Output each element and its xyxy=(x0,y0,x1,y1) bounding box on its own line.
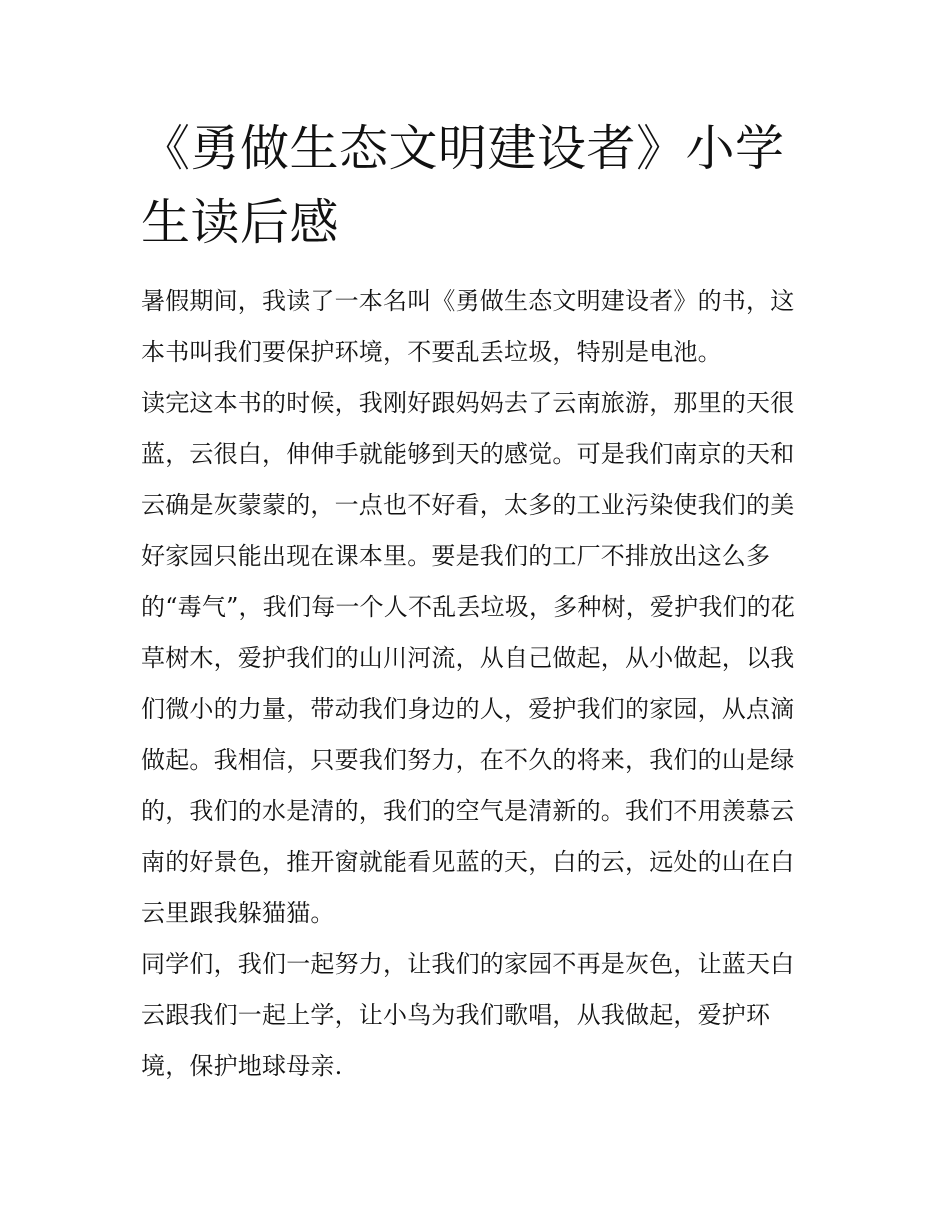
paragraph-1: 暑假期间，我读了一本名叫《勇做生态文明建设者》的书，这本书叫我们要保护环境，不要乱丢垃圾，特别是电池。 xyxy=(141,287,795,366)
document-body xyxy=(141,276,821,1092)
paragraph-2: 读完这本书的时候，我刚好跟妈妈去了云南旅游，那里的天很蓝，云很白，伸伸手就能够到天的感觉。可是我们南京的天和云确是灰蒙蒙的，一点也不好看，太多的工业污染使我们的美好家园只能出现在课本里。要是我们的工厂不排放出这么多的“毒气”，我们每一个人不乱丢垃圾，多种树，爱护我们的花草树木，爱护我们的山川河流，从自己做起，从小做起，以我们微小的力量，带动我们身边的人，爱护我们的家园，从点滴做起。我相信，只要我们努力，在不久的将来，我们的山是绿的，我们的水是清的，我们的空气是清新的。我们不用羡慕云南的好景色，推开窗就能看见蓝的天，白的云，远处的山在白云里跟我躲猫猫。 xyxy=(141,389,796,927)
document-title: 《勇做生态文明建设者》小学生读后感 xyxy=(141,120,785,251)
document-content xyxy=(141,112,821,1092)
paragraph-3: 同学们，我们一起努力，让我们的家园不再是灰色，让蓝天白云跟我们一起上学，让小鸟为我们歌唱，从我做起，爱护环境，保护地球母亲. xyxy=(141,950,795,1080)
